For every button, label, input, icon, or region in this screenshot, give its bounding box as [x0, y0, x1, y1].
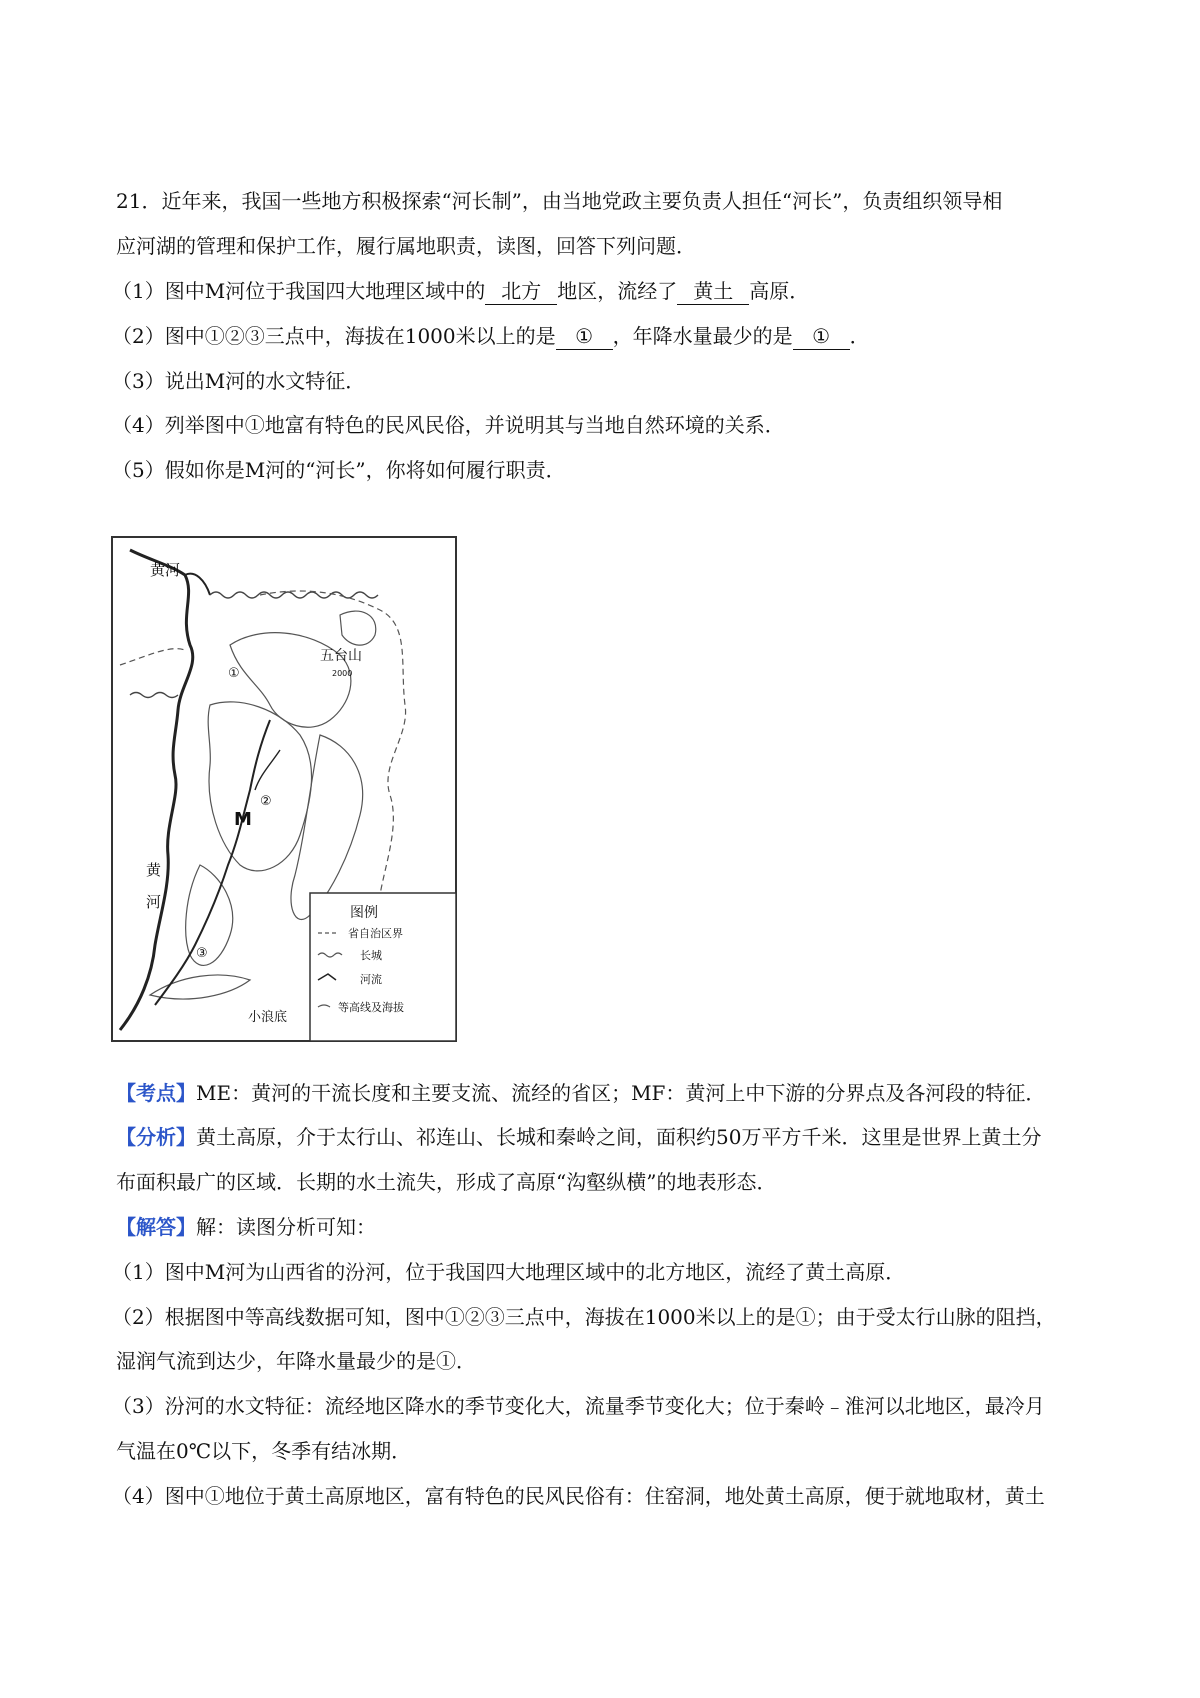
legend-item-river: 河流 [360, 973, 382, 986]
subquestion-2-text-e: ． [849, 324, 870, 348]
label-m-river: M [234, 809, 252, 830]
question-text-line-1: 21．近年来，我国一些地方积极探索“河长制”，由当地党政主要负责人担任“河长”，负责组织领导相 [116, 189, 1003, 213]
label-huanghe-top: 黄河 [150, 561, 181, 579]
question-text-line-2: 应河湖的管理和保护工作，履行属地职责，读图，回答下列问题． [116, 234, 696, 258]
answer-2-line-2: 湿润气流到达少，年降水量最少的是①． [116, 1349, 476, 1373]
subquestion-1 [112, 276, 1100, 306]
legend-item-contour: 等高线及海拔 [338, 1001, 404, 1014]
label-point-1: ① [228, 666, 240, 681]
kaodian-tag: 【考点】 [116, 1081, 196, 1105]
fenxi-tag: 【分析】 [116, 1125, 196, 1149]
answer-blank-precipitation: ① [793, 323, 850, 350]
answer-3-line-2: 气温在0℃以下，冬季有结冰期． [116, 1439, 412, 1463]
label-point-2: ② [260, 794, 272, 809]
subquestion-1-text-e: 高原． [749, 279, 810, 303]
answer-2-line-1: （2）根据图中等高线数据可知，图中①②③三点中，海拔在1000米以上的是①；由于受太行山脉的阻挡， [112, 1305, 1056, 1329]
label-huanghe-left-2: 河 [146, 893, 162, 911]
subquestion-3: （3）说出M河的水文特征． [112, 369, 366, 393]
subquestion-1-text-a: （1）图中M河位于我国四大地理区域中的 [112, 279, 486, 303]
label-huanghe-left-1: 黄 [146, 861, 162, 879]
answer-blank-altitude: ① [556, 323, 613, 350]
legend-item-boundary: 省自治区界 [348, 927, 403, 940]
subquestion-2 [112, 321, 1100, 351]
label-point-3: ③ [196, 946, 208, 961]
jieda-tag: 【解答】 [116, 1215, 196, 1239]
fenxi-line-1 [116, 1122, 1100, 1152]
answer-blank-plateau: 黄土 [677, 278, 749, 305]
fenxi-line-2: 布面积最广的区域．长期的水土流失，形成了高原“沟壑纵横”的地表形态． [116, 1170, 777, 1194]
answer-4-line-1: （4）图中①地位于黄土高原地区，富有特色的民风民俗有：住窑洞，地处黄土高原，便于就地取材，黄土 [112, 1484, 1045, 1508]
kaodian-text: ME：黄河的干流长度和主要支流、流经的省区；MF：黄河上中下游的分界点及各河段的特征． [196, 1081, 1046, 1105]
jieda-text: 解：读图分析可知： [196, 1215, 376, 1239]
answer-blank-region: 北方 [485, 278, 557, 305]
subquestion-2-text-m: ，年降水量最少的是 [612, 324, 793, 348]
subquestion-4: （4）列举图中①地富有特色的民风民俗，并说明其与当地自然环境的关系． [112, 413, 785, 437]
legend-title: 图例 [350, 905, 378, 921]
map-svg [110, 535, 460, 1045]
label-xiaolangdi: 小浪底 [248, 1010, 288, 1025]
map-figure [110, 535, 460, 1045]
jieda-line [116, 1212, 1100, 1242]
subquestion-1-text-m: 地区，流经了 [557, 279, 678, 303]
answer-3-line-1: （3）汾河的水文特征：流经地区降水的季节变化大，流量季节变化大；位于秦岭﹣淮河以北地区，最冷月 [112, 1394, 1045, 1418]
map-legend [310, 893, 456, 1041]
kaodian-line [116, 1078, 1100, 1108]
subquestion-2-text-a: （2）图中①②③三点中，海拔在1000米以上的是 [112, 324, 556, 348]
label-contour-2000: 2000 [332, 669, 353, 678]
fenxi-text-1: 黄土高原，介于太行山、祁连山、长城和秦岭之间，面积约50万平方千米．这里是世界上黄土分 [196, 1125, 1042, 1149]
legend-item-great-wall: 长城 [360, 949, 382, 962]
answer-1: （1）图中M河为山西省的汾河，位于我国四大地理区域中的北方地区，流经了黄土高原． [112, 1260, 906, 1284]
label-wutaishan: 五台山 [320, 648, 362, 664]
subquestion-5: （5）假如你是M河的“河长”，你将如何履行职责． [112, 458, 566, 482]
